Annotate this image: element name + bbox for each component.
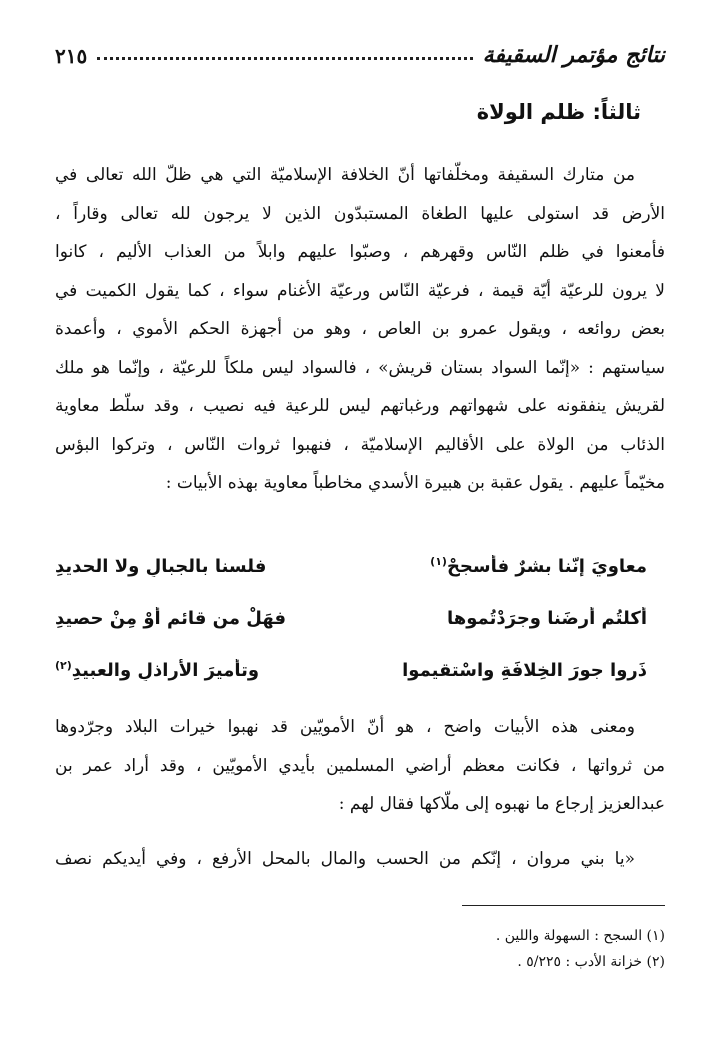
paragraph-1: [55, 156, 665, 503]
header-dot-leader: [97, 57, 472, 60]
text-line: ومعنى هذه الأبيات واضح ، هو أنّ الأمويّين قد نهبوا خيرات البلاد وجرّدوها: [55, 717, 635, 737]
text-line: من ثرواتها ، فكانت معظم أراضي المسلمين بأيدي الأمويّين ، وقد أراد عمر بن: [55, 755, 665, 776]
text-line: الذئاب من الولاة على الأقاليم الإسلاميّة ، فنهبوا ثروات النّاس ، وتركوا البؤس: [55, 434, 665, 455]
verse-second-hemistich: فلسنا بالجبالِ ولا الحديدِ: [55, 556, 267, 577]
book-title: نتائج مؤتمر السقيفة: [482, 42, 665, 68]
running-header: [55, 24, 665, 66]
text-line: من متارك السقيفة ومخلّفاتها أنّ الخلافة الإسلاميّة التي هي ظلّ الله تعالى في: [55, 165, 635, 185]
footnote-marker: (١): [430, 555, 447, 568]
text-line: الأرض قد استولى عليها الطغاة المستبدّون الذين لا يرجون لله تعالى وقاراً ،: [55, 203, 665, 224]
verse-first-hemistich: معاويَ إنّنا بشرٌ فأسجحْ$^{(١)}$: [430, 555, 647, 577]
paragraph-2: [55, 708, 665, 824]
text-line: مخيّماً عليهم . يقول عقبة بن هبيرة الأسدي مخاطباً معاوية بهذه الأبيات :: [165, 473, 665, 493]
poem-verse: [55, 592, 665, 644]
text-line: بعض روائعه ، ويقول عمرو بن العاص ، وهو من أجهزة الحكم الأموي ، وأعمدة: [55, 319, 665, 339]
text-line: لقريش ينفقونه على شهواتهم ورغباتهم ليس للرعية فيه نصيب ، وقد سلّط معاوية: [55, 396, 665, 416]
page-number: ٢١٥: [55, 44, 88, 68]
verse-first-hemistich: أكلتُم أرضَنا وجرَدْتُموها: [447, 608, 647, 629]
text-line: «يا بني مروان ، إنّكم من الحسب والمال بالمحل الأرفع ، وفي أيديكم نصف: [55, 849, 635, 869]
section-title: ثالثاً: ظلم الولاة: [476, 100, 641, 124]
text-line: فأمعنوا في ظلم النّاس وقهرهم ، وصبّوا عليهم وابلاً من العذاب الأليم ، كانوا: [55, 242, 665, 262]
footnotes: [55, 923, 665, 975]
poem-verse: [55, 644, 665, 696]
text-line: سياستهم : «إنّما السواد بستان قريش» ، فالسواد ليس ملكاً للرعيّة ، وإنّما هو ملك: [55, 357, 665, 378]
verse-second-hemistich: فهَلْ من قائمٍ أوْ مِنْ حصيدِ: [55, 608, 286, 629]
text-line: لا يرون للرعيّة أيّة قيمة ، فرعيّة النّاس ورعيّة الأغنام سواء ، كما يقول الكميت في: [55, 280, 665, 301]
verse-second-hemistich: وتأميرَ الأراذلِ والعبيدِ$^{(٢)}$: [55, 659, 260, 681]
footnote-separator: [462, 905, 665, 906]
verse-first-hemistich: ذَروا جورَ الخِلافَةِ واسْتقيموا: [402, 660, 647, 681]
footnote-2: (٢) خزانة الأدب : ٥/٢٢٥ .: [517, 954, 665, 970]
text-line: عبدالعزيز إرجاع ما نهبوه إلى ملّاكها فقال لهم :: [338, 794, 665, 814]
footnote-marker: (٢): [55, 659, 72, 672]
footnote-1: (١) السجح : السهولة واللين .: [495, 928, 665, 944]
poem: [55, 540, 665, 696]
paragraph-3: [55, 840, 665, 879]
poem-verse: [55, 540, 665, 592]
